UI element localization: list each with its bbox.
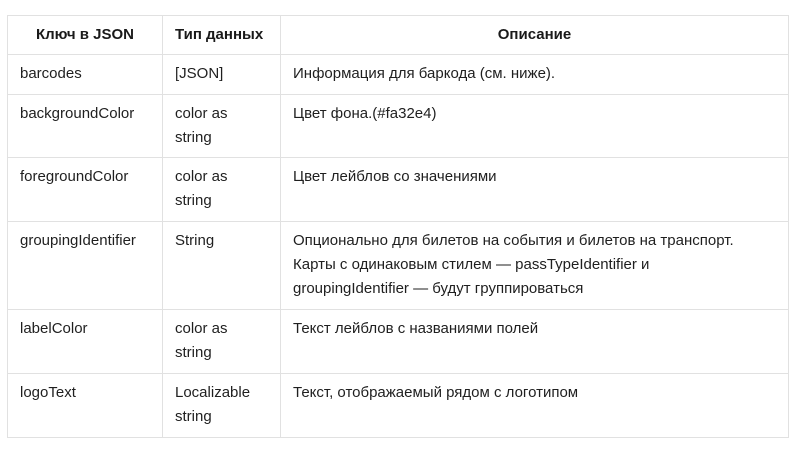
cell-key: groupingIdentifier — [8, 222, 163, 310]
cell-key: foregroundColor — [8, 158, 163, 222]
header-type: Тип данных — [163, 16, 281, 55]
cell-description: Текст лейблов с названиями полей — [281, 310, 789, 374]
table-row — [8, 374, 789, 438]
cell-type-line: string — [175, 408, 212, 425]
cell-type — [163, 310, 281, 374]
cell-type-line: Localizable — [175, 384, 251, 401]
cell-type — [163, 374, 281, 438]
table-body — [8, 55, 789, 438]
cell-key: labelColor — [8, 310, 163, 374]
json-keys-table-container — [7, 15, 788, 438]
cell-type-line: string — [175, 129, 212, 146]
cell-type-line: string — [175, 344, 212, 361]
cell-type: [JSON] — [163, 55, 281, 95]
cell-type: String — [163, 222, 281, 310]
cell-key: logoText — [8, 374, 163, 438]
table-row — [8, 158, 789, 222]
table-row — [8, 95, 789, 158]
cell-description: Информация для баркода (см. ниже). — [281, 55, 789, 95]
cell-description-line: groupingIdentifier — будут группироваться — [293, 280, 584, 297]
table-header — [8, 16, 789, 55]
header-description: Описание — [281, 16, 789, 55]
cell-description: Текст, отображаемый рядом с логотипом — [281, 374, 789, 438]
table-row — [8, 55, 789, 95]
cell-type-line: color as — [175, 320, 228, 337]
cell-type-line: string — [175, 192, 212, 209]
header-row — [8, 16, 789, 55]
header-key: Ключ в JSON — [8, 16, 163, 55]
json-keys-table — [7, 15, 789, 438]
cell-type-line: color as — [175, 168, 228, 185]
cell-key: backgroundColor — [8, 95, 163, 158]
cell-description: Цвет фона.(#fa32e4) — [281, 95, 789, 158]
cell-description-line: Карты с одинаковым стилем — passTypeIdentifier и — [293, 256, 650, 273]
cell-type — [163, 95, 281, 158]
cell-description — [281, 222, 789, 310]
cell-type-line: color as — [175, 105, 228, 122]
table-row — [8, 222, 789, 310]
table-row — [8, 310, 789, 374]
cell-type — [163, 158, 281, 222]
cell-description-line: Опционально для билетов на события и билетов на транспорт. — [293, 232, 734, 249]
cell-key: barcodes — [8, 55, 163, 95]
cell-description: Цвет лейблов со значениями — [281, 158, 789, 222]
